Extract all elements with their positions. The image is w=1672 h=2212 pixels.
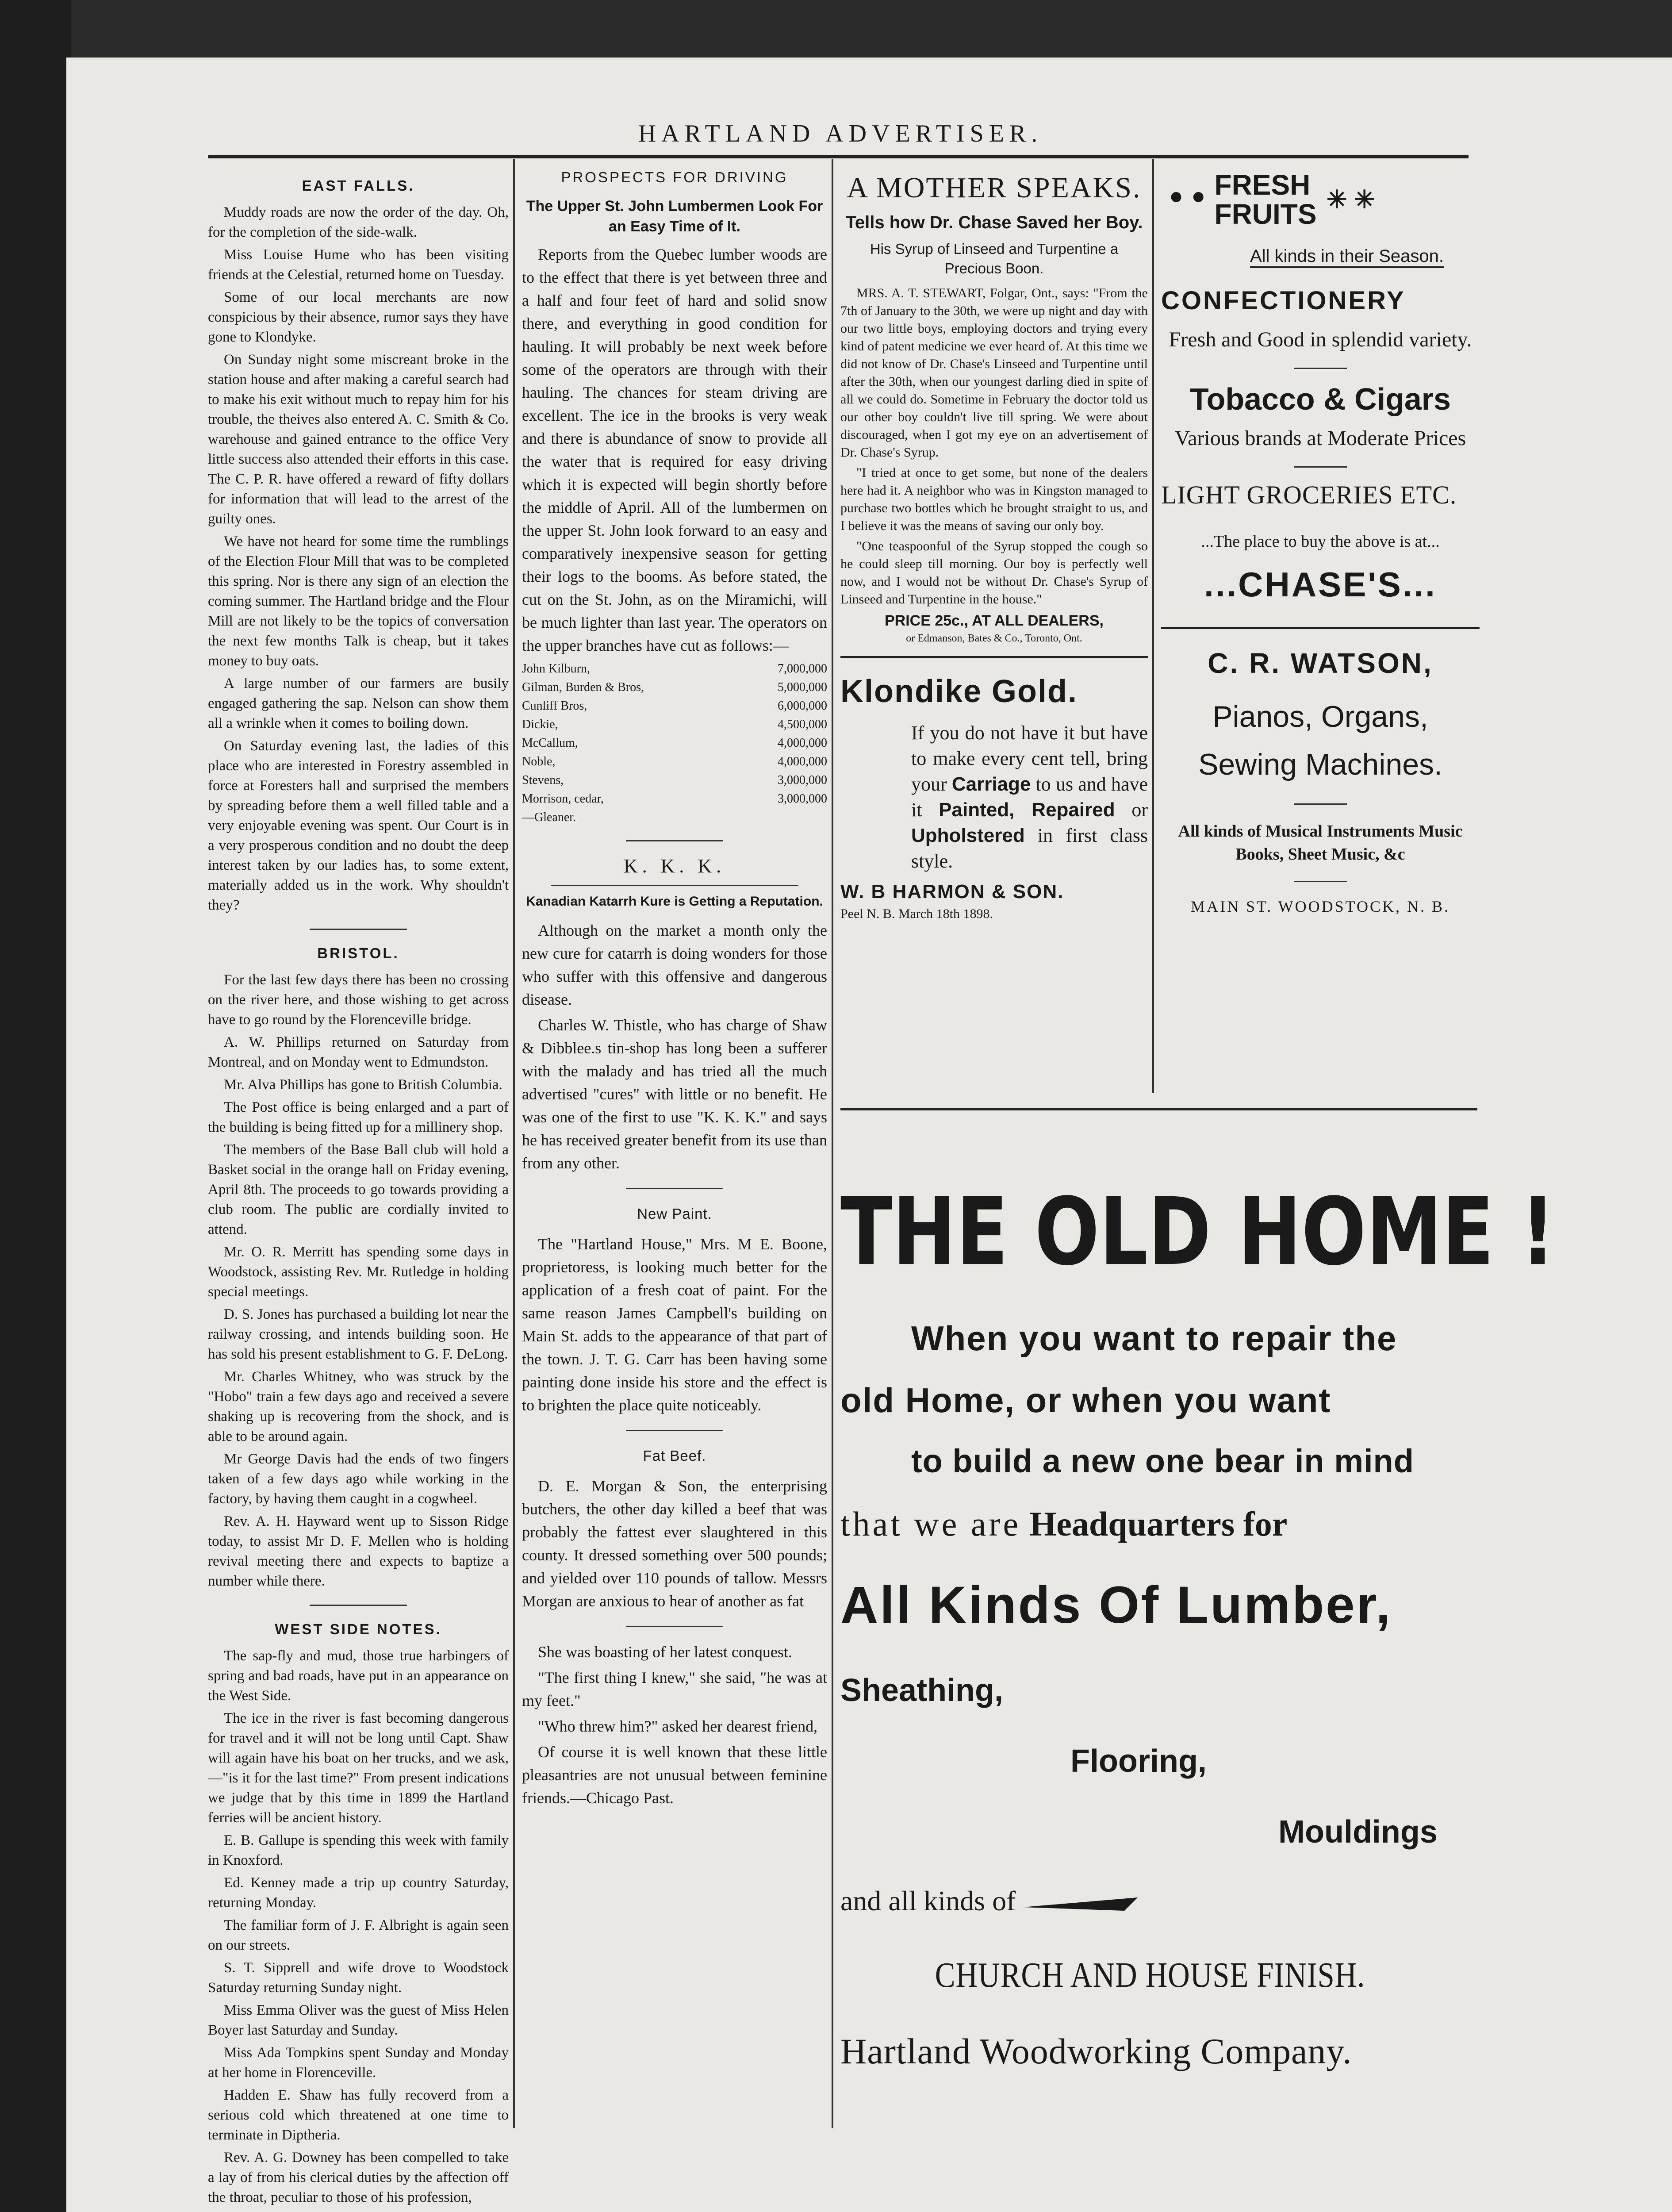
subheading: The Upper St. John Lumbermen Look For an Easy Time of It. (526, 198, 823, 235)
klondike-dateline: Peel N. B. March 18th 1898. (840, 906, 993, 921)
fresh-text: FRESH (1214, 169, 1311, 201)
oldhome-headline: THE OLD HOME ! (840, 1178, 1556, 1286)
fruits-text: FRUITS (1214, 198, 1317, 230)
oldhome-mouldings: Mouldings (1278, 1814, 1438, 1850)
list-item: Dickie, 4,500,000 (522, 718, 827, 731)
divider (310, 929, 407, 930)
oldhome-line1: When you want to repair the (911, 1319, 1397, 1358)
mother-speaks-headline: A MOTHER SPEAKS. (847, 172, 1142, 204)
paragraph: Mr. Alva Phillips has gone to British Columbia. (224, 1077, 502, 1093)
heading-kkk: K. K. K. (623, 855, 726, 877)
list-item: Morrison, cedar, 3,000,000 (522, 792, 827, 806)
paragraph: "The first thing I knew," she said, "he was at my feet." (522, 1669, 827, 1709)
paragraph: The ice in the river is fast becoming dangerous for travel and it will not be long until Capt. Shaw will again have his boat on her trucks, and we ask,—"is it for the last time?" From present indications we judge that by this time in 1899 the Hartland ferries will be ancient history. (208, 1710, 509, 1826)
watson-name: C. R. WATSON, (1208, 647, 1433, 679)
divider (626, 1188, 723, 1189)
list-item: Cunliff Bros, 6,000,000 (522, 699, 827, 713)
pointing-wedge-icon (1023, 1895, 1138, 1912)
confectionery: CONFECTIONERY (1161, 286, 1406, 315)
list-item: Noble, 4,000,000 (522, 755, 827, 768)
divider (1294, 466, 1347, 468)
mother-speaks-subhead-2: His Syrup of Linseed and Turpentine a Precious Boon. (870, 241, 1119, 276)
divider (310, 1605, 407, 1606)
carriage-text: Carriage (951, 773, 1031, 795)
heading-bristol: BRISTOL. (317, 945, 399, 961)
oldhome-ad (840, 1133, 1556, 2132)
confectionery-sub: Fresh and Good in splendid variety. (1169, 328, 1472, 351)
column-4 (1161, 170, 1480, 916)
fruits-sub: All kinds in their Season. (1250, 246, 1444, 268)
paragraph: Miss Ada Tompkins spent Sunday and Monday at her home in Florenceville. (208, 2045, 509, 2081)
place-to-buy: ...The place to buy the above is at... (1201, 532, 1440, 551)
oldhome-church: CHURCH AND HOUSE FINISH. (935, 1956, 1365, 1995)
pianos-organs: Pianos, Organs, Sewing Machines. (1198, 700, 1442, 781)
klondike-signature: W. B HARMON & SON. (840, 881, 1064, 902)
light-groceries: LIGHT GROCERIES ETC. (1161, 480, 1457, 509)
divider (626, 840, 723, 841)
oldhome-sheathing: Sheathing, (840, 1673, 1004, 1708)
paragraph: "Who threw him?" asked her dearest friend, (538, 1717, 818, 1735)
heading-new-paint: New Paint. (637, 1206, 712, 1222)
divider (626, 1430, 723, 1431)
oldhome-company: Hartland Woodworking Company. (840, 2031, 1352, 2071)
heading-east-falls: EAST FALLS. (302, 177, 415, 194)
oldhome-flooring: Flooring, (1070, 1743, 1207, 1779)
tobacco-cigars: Tobacco & Cigars (1190, 382, 1451, 416)
paragraph: The familiar form of J. F. Albright is again seen on our streets. (208, 1917, 509, 1953)
upholstered-text: Upholstered (911, 825, 1025, 846)
paragraph: Some of our local merchants are now conspicious by their absence, rumor says they have gone to Klondyke. (208, 289, 509, 345)
oldhome-line3: to build a new one bear in mind (911, 1443, 1414, 1479)
paragraph: E. B. Gallupe is spending this week with family in Knoxford. (208, 1832, 509, 1868)
column-rule-1 (513, 159, 515, 2128)
heading-west-side-notes: WEST SIDE NOTES. (275, 1621, 442, 1637)
oldhome-top-rule (840, 1108, 1477, 1110)
klondike-body: If you do not have it but have to make every cent tell, bring your Carriage to us and have it Painted, Repaired or Upholstered in first class style. (911, 722, 1148, 872)
paragraph: The members of the Base Ball club will hold a Basket social in the orange hall on Friday evening, April 8th. The proceeds to go towards providing a club room. The public are cordially invited to attend. (208, 1142, 509, 1237)
oldhome-allkinds: and all kinds of (840, 1885, 1138, 1917)
paragraph: Rev. A. G. Downey has been compelled to take a lay of from his clerical duties by the affection off the throat, peculiar to those of his profession, (208, 2150, 509, 2205)
paragraph: We have not heard for some time the rumblings of the Election Flour Mill that was to be completed this spring. Nor is there any sign of an election the coming summer. The Hartland bridge and the Flour Mill are not likely to be the topics of conversation the next few months Talk is cheap, but it takes money to buy oats. (208, 534, 509, 669)
fresh-fruits-heading: • • FRESH FRUITS ✳ ✳ (1170, 169, 1375, 230)
paragraph: The "Hartland House," Mrs. M E. Boone, proprietoress, is looking much better for the application of a fresh coat of paint. For the same reason James Campbell's building on Main St. adds to the appearance of that part of the town. J. T. G. Carr has been having some painting done inside his store and the effect is to brighten the place quite noticeably. (522, 1235, 827, 1414)
list-item: McCallum, 4,000,000 (522, 736, 827, 750)
divider (1294, 368, 1347, 369)
column-rule-3 (1152, 159, 1154, 1093)
list-item: Stevens, 3,000,000 (522, 773, 827, 787)
column-3 (840, 170, 1148, 923)
ad-rule (840, 656, 1148, 658)
paragraph: A. W. Phillips returned on Saturday from Montreal, and on Monday went to Edmundston. (208, 1034, 509, 1070)
masthead: HARTLAND ADVERTISER. (638, 120, 1043, 147)
klondike-headline: Klondike Gold. (840, 674, 1078, 709)
paragraph: Hadden E. Shaw has fully recoverd from a serious cold which threatened at one time to terminate in Diptheria. (208, 2087, 509, 2143)
ad-rule (1161, 627, 1480, 629)
watson-address: MAIN ST. WOODSTOCK, N. B. (1190, 898, 1450, 915)
paragraph: D. S. Jones has purchased a building lot near the railway crossing, and intends building soon. He has sold his present establishment to G. F. DeLong. (208, 1306, 509, 1362)
musical-instruments: All kinds of Musical Instruments Music Books, Sheet Music, &c (1178, 822, 1463, 864)
paragraph: "I tried at once to get some, but none of the dealers here had it. A neighbor who was in Kingston managed to purchase two bottles which he brought straight to us, and I believe it was the means of saving our only boy. (840, 465, 1148, 533)
oldhome-lumber: All Kinds Of Lumber, (840, 1576, 1392, 1634)
paragraph: Mr. Charles Whitney, who was struck by the "Hobo" train a few days ago and received a severe shaking up is recovering from the shock, and is able to be around again. (208, 1369, 509, 1444)
column-rule-2 (832, 159, 833, 2128)
paragraph: The Post office is being enlarged and a part of the building is being fitted up for a millinery shop. (208, 1099, 509, 1135)
chases: ...CHASE'S... (1204, 565, 1437, 604)
paragraph: Mr. O. R. Merritt has spending some days in Woodstock, assisting Rev. Mr. Rutledge in holding special meetings. (208, 1244, 509, 1300)
mother-speaks-subhead: Tells how Dr. Chase Saved her Boy. (845, 213, 1143, 232)
paragraph: Reports from the Quebec lumber woods are to the effect that there is yet between three and a half and four feet of hard and solid snow there, and everything in good condition for hauling. It will probably be next week before some of the operators are through with their hauling. The chances for steam driving are excellent. The ice in the brooks is very weak and there is abundance of snow to provide all the water that is required for easy driving which it is expected will begin shortly before the middle of April. All of the lumbermen on the upper St. John look forward to an easy and comparatively inexpensive season for getting their logs to the booms. As before stated, the cut on the St. John, as on the Miramichi, will be much lighter than last year. The operators on the upper branches have cut as follows:— (522, 246, 827, 654)
paragraph: Miss Emma Oliver was the guest of Miss Helen Boyer last Saturday and Sunday. (208, 2002, 509, 2038)
paragraph: She was boasting of her latest conquest. (538, 1643, 792, 1661)
paragraph: For the last few days there has been no crossing on the river here, and those wishing to get across have to go round by the Florenceville bridge. (208, 972, 509, 1028)
paragraph: "One teaspoonful of the Syrup stopped the cough so he could sleep till morning. Our boy is perfectly well now, and I would not be without Dr. Chase's Syrup of Linseed and Turpentine in the house." (840, 539, 1148, 607)
star-icon: ✳ ✳ (1326, 185, 1375, 213)
heading-fat-beef: Fat Beef. (643, 1448, 706, 1464)
paragraph: Rev. A. H. Hayward went up to Sisson Ridge today, to assist Mr D. F. Mellen who is holding revival meeting there and expects to baptize a number while there. (208, 1513, 509, 1589)
divider (1294, 881, 1347, 882)
paragraph: D. E. Morgan & Son, the enterprising butchers, the other day killed a beef that was probably the fattest ever slaughtered in this county. It dressed something over 500 pounds; and yielded over 110 pounds of tallow. Messrs Morgan are anxious to hear of another as fat (522, 1477, 827, 1610)
credit: —Gleaner. (522, 810, 576, 824)
masthead-rule (208, 155, 1469, 158)
paragraph: On Saturday evening last, the ladies of this place who are interested in Forestry assembled in force at Foresters hall and surprised the members by spreading before them a well filled table and a very enjoyable evening was spent. Our Court is in a very prosperous condition and no doubt the deep interest taken by our ladies has, to some extent, materially added us in the work. Why shouldn't they? (208, 738, 509, 913)
paragraph: The sap-fly and mud, those true harbingers of spring and bad roads, have put in an appearance on the West Side. (208, 1648, 509, 1704)
paragraph: S. T. Sipprell and wife drove to Woodstock Saturday returning Sunday night. (208, 1960, 509, 1996)
column-2 (522, 166, 827, 1812)
paragraph: Of course it is well known that these little pleasantries are not unusual between feminine friends.—Chicago Past. (522, 1743, 827, 1807)
maker: or Edmanson, Bates & Co., Toronto, Ont. (906, 633, 1082, 644)
column-1 (208, 166, 509, 2210)
paragraph: A large number of our farmers are busily engaged gathering the sap. Nelson can show them all a wrinkle when it comes to boiling down. (208, 676, 509, 731)
paragraph: Ed. Kenney made a trip up country Saturday, returning Monday. (208, 1875, 509, 1911)
divider (551, 885, 798, 886)
paragraph: Miss Louise Hume who has been visiting friends at the Celestial, returned home on Tuesday. (208, 247, 509, 283)
price: PRICE 25c., AT ALL DEALERS, (885, 612, 1104, 629)
paragraph: Mr George Davis had the ends of two fingers taken of a few days ago while working in the factory, by having them caught in a cogwheel. (208, 1451, 509, 1507)
subheading: Kanadian Katarrh Kure is Getting a Reputation. (526, 894, 823, 909)
scan-border (0, 0, 71, 2212)
oldhome-line4: that we are Headquarters for (840, 1505, 1288, 1543)
paragraph: On Sunday night some miscreant broke in the station house and after making a careful search had to make his exit without much to repay him for his trouble, the theives also entered A. C. Smith & Co. warehouse and gained entrance to the office Very little success also attended their efforts in this case. The C. P. R. have offered a reward of fifty dollars for information that will lead to the arrest of the guilty ones. (208, 352, 509, 527)
paragraph: MRS. A. T. STEWART, Folgar, Ont., says: "From the 7th of January to the 30th, we were up night and day with our two little boys, employing doctors and trying every kind of patent medicine we ever heard of. At this time we did not know of Dr. Chase's Linseed and Turpentine until after the 30th, when our youngest darling died in spite of all we could do. Sometime in February the doctor told us our other boy couldn't live till spring. We were about discouraged, when I got my eye on an advertisement of Dr. Chase's Syrup. (840, 286, 1148, 460)
list-item: John Kilburn, 7,000,000 (522, 662, 827, 676)
paragraph: Muddy roads are now the order of the day. Oh, for the completion of the side-walk. (208, 204, 509, 240)
painted-text: Painted, Repaired (939, 799, 1115, 821)
paragraph: Charles W. Thistle, who has charge of Shaw & Dibblee.s tin-shop has long been a sufferer with the malady and has tried all the much advertised "cures" with little or no benefit. He was one of the first to use "K. K. K." and says he has received greater benefit from its use than from any other. (522, 1016, 827, 1172)
paragraph: Although on the market a month only the new cure for catarrh is doing wonders for those who suffer with this offensive and dangerous disease. (522, 922, 827, 1008)
divider (1294, 803, 1347, 805)
divider (626, 1626, 723, 1627)
heading-prospects-for-driving: PROSPECTS FOR DRIVING (561, 169, 788, 185)
lumber-cut-list (522, 660, 827, 827)
oldhome-line2: old Home, or when you want (840, 1381, 1331, 1420)
tobacco-sub: Various brands at Moderate Prices (1174, 426, 1466, 450)
list-item: Gilman, Burden & Bros, 5,000,000 (522, 680, 827, 694)
